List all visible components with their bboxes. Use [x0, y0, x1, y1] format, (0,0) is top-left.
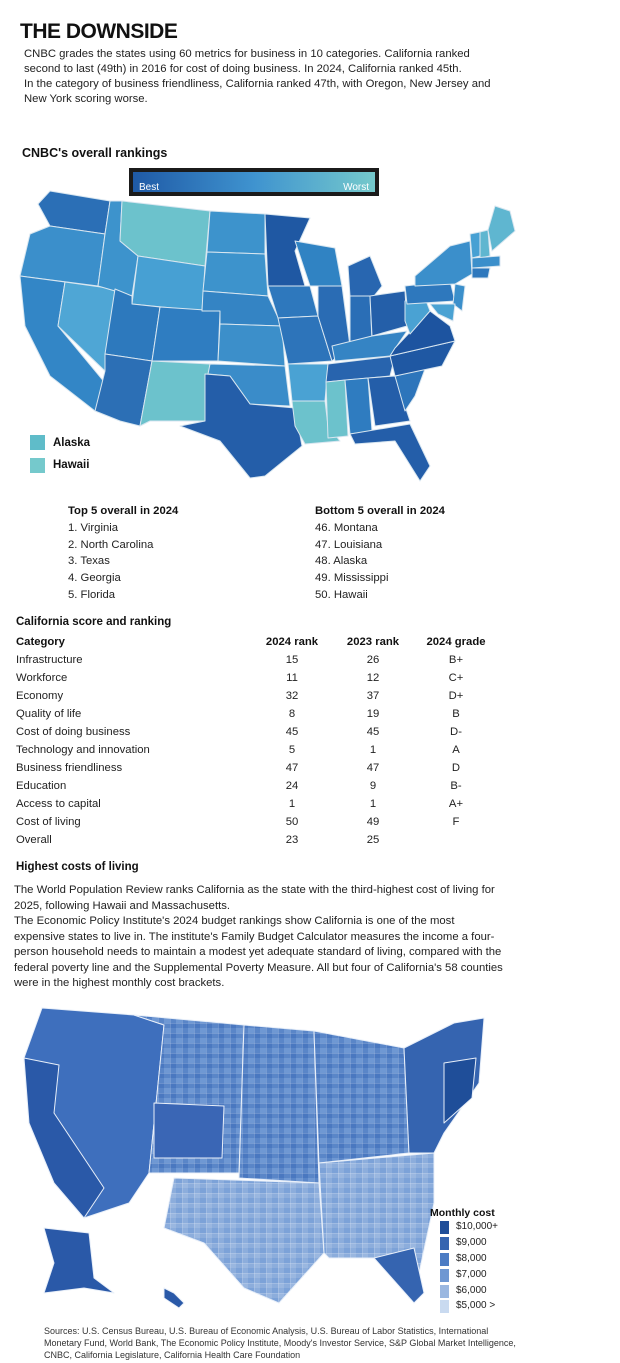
- cell-2024-rank: 8: [288, 708, 296, 720]
- state-alabama: [345, 378, 372, 434]
- cost-legend-swatch: [440, 1300, 449, 1313]
- state-northdakota: [207, 211, 265, 254]
- cost-legend-swatch: [440, 1221, 449, 1234]
- table-row: [16, 741, 500, 759]
- state-southdakota: [203, 252, 268, 296]
- region-colorado: [154, 1103, 224, 1158]
- bottom5-heading: Bottom 5 overall in 2024: [315, 505, 445, 517]
- state-mississippi: [326, 380, 348, 438]
- col-2024-grade: 2024 grade: [426, 636, 486, 648]
- cell-grade: B+: [448, 654, 464, 666]
- cell-2023-rank: 47: [366, 762, 380, 774]
- scale-worst-label: Worst: [343, 182, 369, 193]
- cost-paragraph: The Economic Policy Institute's 2024 budget rankings show California is one of the most expensive states to live in. The institute's Family Budget Calculator measures the income a four-person household needs to maintain a modest yet adequate standard of living, compared with the federal poverty line and the Supplemental Poverty Measure. All but four of California's 58 counties were in the highest monthly cost brackets.: [14, 915, 503, 989]
- table-row: [16, 705, 500, 723]
- cell-category: Quality of life: [16, 708, 82, 720]
- cell-category: Infrastructure: [16, 654, 83, 666]
- list-item: 5. Florida: [68, 588, 116, 601]
- list-item: 49. Mississippi: [315, 572, 389, 585]
- cell-grade: F: [452, 816, 460, 828]
- cell-category: Workforce: [16, 672, 68, 684]
- cost-legend-swatch: [440, 1237, 449, 1250]
- monthly-cost-title: Monthly cost: [430, 1207, 495, 1219]
- cell-2023-rank: 19: [366, 708, 380, 720]
- state-ohio: [370, 291, 407, 336]
- cell-grade: D+: [448, 690, 464, 702]
- cell-grade: A+: [448, 798, 464, 810]
- list-item: 4. Georgia: [68, 572, 121, 585]
- cell-2023-rank: 9: [369, 780, 377, 792]
- california-table: [16, 633, 500, 849]
- intro-text: [24, 47, 494, 107]
- cost-legend-swatch: [440, 1285, 449, 1298]
- state-arkansas: [288, 364, 328, 401]
- state-oregon: [20, 226, 105, 286]
- state-michigan: [348, 256, 382, 301]
- state-newmexico: [140, 361, 210, 426]
- col-2024-rank: 2024 rank: [265, 636, 319, 648]
- list-item: 48. Alaska: [315, 555, 368, 568]
- intro-paragraph: In the category of business friendliness, California ranked 47th, with Oregon, New Jersey and New York scoring worse.: [24, 78, 491, 105]
- cell-grade: D-: [450, 726, 462, 738]
- top5-heading: Top 5 overall in 2024: [68, 505, 179, 517]
- state-colorado: [152, 307, 220, 361]
- cell-2023-rank: 45: [366, 726, 380, 738]
- cell-2024-rank: 50: [285, 816, 299, 828]
- cell-2023-rank: 26: [366, 654, 380, 666]
- table-header-row: [16, 633, 500, 651]
- cell-grade: A: [452, 744, 460, 756]
- cell-2024-rank: 23: [285, 834, 299, 846]
- hawaii-legend-label: Hawaii: [53, 459, 90, 471]
- cell-2023-rank: 49: [366, 816, 380, 828]
- region-ne-core: [444, 1058, 476, 1123]
- cell-category: Technology and innovation: [16, 744, 150, 756]
- cost-paragraph: The World Population Review ranks California as the state with the third-highest cost of living for 2025, following Hawaii and Massachusetts.: [14, 884, 495, 912]
- cell-2024-rank: 24: [285, 780, 299, 792]
- cost-legend-swatch: [440, 1269, 449, 1282]
- col-2023-rank: 2023 rank: [346, 636, 400, 648]
- cost-legend-swatch: [440, 1253, 449, 1266]
- table-row: [16, 795, 500, 813]
- state-kansas: [218, 324, 285, 366]
- cell-2024-rank: 32: [285, 690, 299, 702]
- top5-list: [68, 503, 178, 604]
- bottom5-list: [315, 503, 445, 604]
- cost-legend-label: $7,000: [456, 1269, 487, 1280]
- cell-2023-rank: 1: [369, 744, 377, 756]
- state-newyork: [415, 241, 472, 286]
- table-row: [16, 777, 500, 795]
- cell-category: Cost of doing business: [16, 726, 131, 738]
- cost-legend-label: $10,000+: [456, 1221, 498, 1232]
- cell-grade: [412, 831, 500, 849]
- cell-grade: C+: [448, 672, 464, 684]
- table-row: [16, 831, 500, 849]
- cell-grade: D: [451, 762, 461, 774]
- california-heading: California score and ranking: [16, 616, 172, 628]
- table-row: [16, 813, 500, 831]
- alaska-swatch: [30, 435, 45, 450]
- region-plains: [239, 1025, 319, 1183]
- state-vermont: [470, 232, 480, 258]
- cost-legend-label: $9,000: [456, 1237, 487, 1248]
- cell-category: Economy: [16, 690, 64, 702]
- page-title: THE DOWNSIDE: [20, 20, 178, 43]
- hawaii-swatch: [30, 458, 45, 473]
- monthly-cost-map: [14, 1003, 504, 1313]
- alaska-legend-label: Alaska: [53, 437, 91, 449]
- table-row: [16, 759, 500, 777]
- scale-best-label: Best: [139, 182, 160, 193]
- cell-2023-rank: 1: [369, 798, 377, 810]
- cell-2024-rank: 15: [285, 654, 299, 666]
- state-wyoming: [132, 256, 205, 311]
- region-alaska: [44, 1228, 114, 1293]
- list-item: 50. Hawaii: [315, 588, 368, 601]
- cell-2023-rank: 12: [366, 672, 380, 684]
- region-midwest: [314, 1031, 409, 1163]
- cost-text: [14, 883, 504, 992]
- cost-legend-label: $8,000: [456, 1253, 487, 1264]
- cell-2023-rank: 25: [366, 834, 380, 846]
- sources-note: Sources: U.S. Census Bureau, U.S. Bureau of Economic Analysis, U.S. Bureau of Labor Statistics, International Monetary Fund, World Bank, The Economic Policy Institute, Moody's Investor Service, S&P Global Market Intelligence, CNBC, California Legislature, California Health Care Foundation: [44, 1326, 516, 1360]
- list-item: 2. North Carolina: [68, 538, 154, 551]
- cell-category: Access to capital: [16, 798, 101, 810]
- state-massachusetts: [472, 256, 500, 268]
- region-hawaii: [164, 1288, 184, 1308]
- cell-grade: B: [452, 708, 460, 720]
- table-row: [16, 723, 500, 741]
- list-item: 3. Texas: [68, 555, 110, 568]
- table-row: [16, 651, 500, 669]
- intro-paragraph: CNBC grades the states using 60 metrics for business in 10 categories. California ranked second to last (49th) in 2016 for cost of doing business. In 2024, California ranked 45th.: [24, 48, 470, 75]
- state-maine: [488, 206, 515, 251]
- cost-heading: Highest costs of living: [16, 861, 139, 873]
- cost-legend-label: $5,000 >: [456, 1300, 496, 1311]
- cell-2024-rank: 47: [285, 762, 299, 774]
- state-florida: [350, 424, 430, 481]
- list-item: 46. Montana: [315, 521, 378, 534]
- region-south-central: [164, 1178, 324, 1303]
- cost-legend-label: $6,000: [456, 1285, 487, 1296]
- cell-2024-rank: 45: [285, 726, 299, 738]
- cell-category: Business friendliness: [16, 762, 123, 774]
- state-connecticut: [472, 268, 490, 278]
- cell-2024-rank: 11: [286, 672, 298, 684]
- table-row: [16, 687, 500, 705]
- cell-2023-rank: 37: [366, 690, 380, 702]
- cell-2024-rank: 1: [288, 798, 296, 810]
- cell-2024-rank: 5: [288, 744, 296, 756]
- cell-category: Cost of living: [16, 816, 81, 828]
- table-row: [16, 669, 500, 687]
- rankings-heading: CNBC's overall rankings: [22, 146, 168, 160]
- cell-grade: B-: [450, 780, 462, 792]
- cell-category: Overall: [16, 834, 52, 846]
- col-category: Category: [16, 636, 65, 648]
- list-item: 47. Louisiana: [315, 538, 383, 551]
- cell-category: Education: [16, 780, 67, 792]
- list-item: 1. Virginia: [68, 521, 119, 534]
